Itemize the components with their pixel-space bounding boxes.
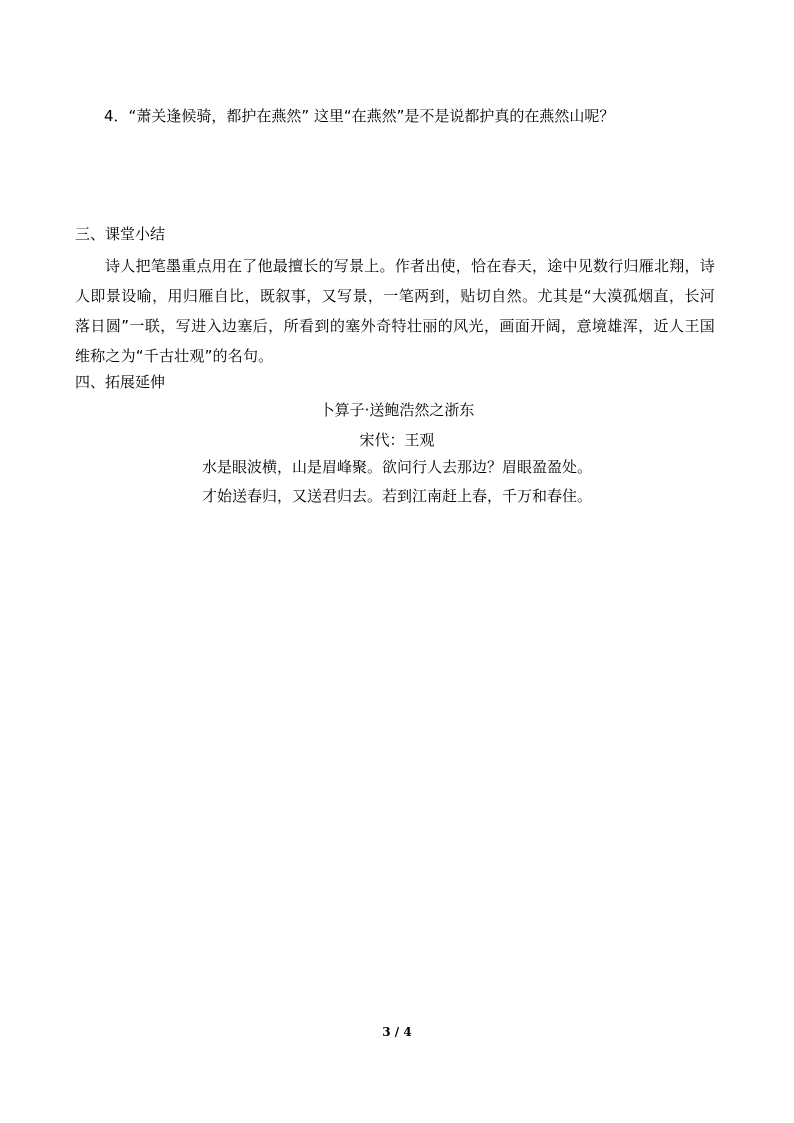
poem-title: 卜算子·送鲍浩然之浙东 (319, 401, 475, 419)
poem-line: 水是眼波横，山是眉峰聚。欲问行人去那边？眉眼盈盈处。 (201, 458, 592, 476)
section-3-heading: 三、课堂小结 (75, 225, 166, 243)
question-4: 4．“萧关逢候骑，都护在燕然” 这里“在燕然”是不是说都护真的在燕然山呢？ (104, 107, 615, 125)
summary-paragraph: 诗人把笔墨重点用在了他最擅长的写景上。作者出使，恰在春天，途中见数行归雁北翔，诗人即景设喻，用归雁自比，既叙事，又写景，一笔两到，贴切自然。尤其是“大漠孤烟直，长河落日圆”一联，写进入边塞后，所看到的塞外奇特壮丽的风光，画面开阔，意境雄浑，近人王国维称之为“千古壮观”的名句。 (75, 257, 715, 365)
section-4-heading: 四、拓展延伸 (75, 373, 166, 391)
poem-author: 宋代：王观 (359, 431, 435, 449)
poem-line: 才始送春归，又送君归去。若到江南赶上春，千万和春住。 (201, 487, 592, 505)
page-number: 3 / 4 (382, 1025, 412, 1039)
